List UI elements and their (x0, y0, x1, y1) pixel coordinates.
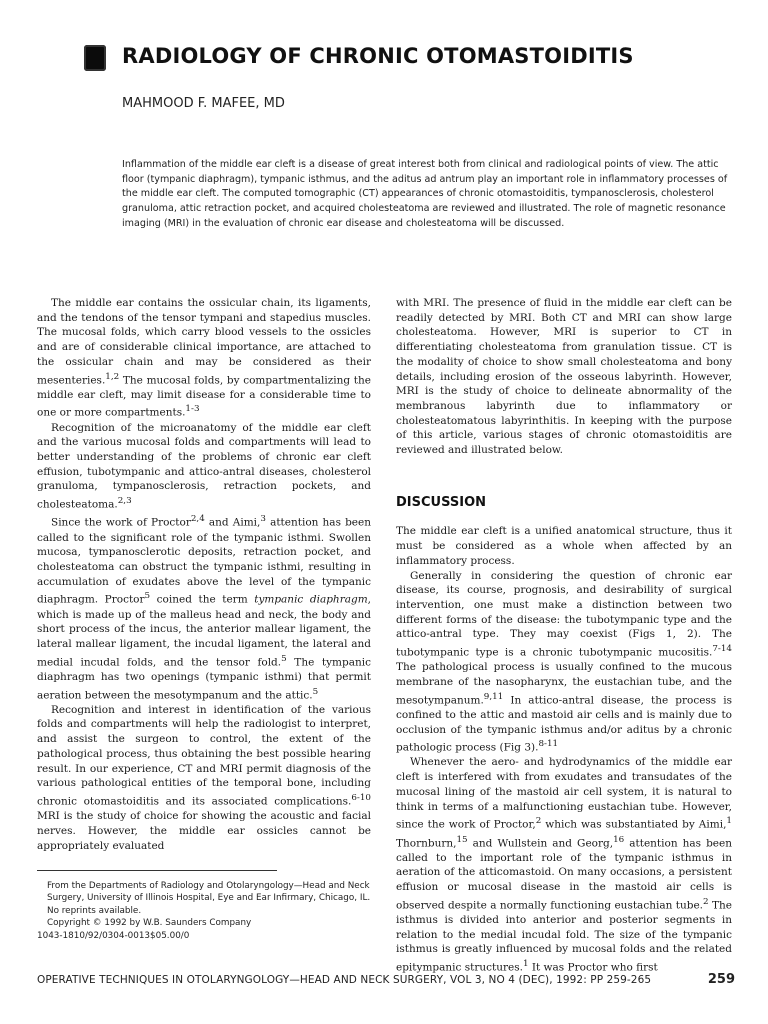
left-column (37, 296, 371, 853)
reference: 5 (312, 686, 319, 697)
reference: 8-11 (538, 739, 559, 750)
body-paragraph: Since the work of Proctor$^{2,4}$ and Aimi,$^3$ attention has been called to the significant role of the tympanic isthmi. Swollen mucosa, tympanosclerotic deposits, retraction pocket, and cholesteatoma can obstruct the tympanic isthmi, resulting in accumulation of exudates above the level of the tympanic diaphragm. Proctor$^5$ coined the term tympanic diaphragm, which is made up of the malleus head and neck, the body and short process of the incus, the anterior mallear ligament, the lateral mallear ligament, the incudal ligament, the lateral and medial incudal folds, and the tensor fold.$^5$ The tympanic diaphragm has two openings (tympanic isthmi) that permit aeration between the mesotympanum and the attic.$^5$ (37, 514, 371, 702)
reference: 6-10 (351, 793, 371, 803)
reference: 2 (535, 816, 542, 827)
author-name: MAHMOOD F. MAFEE, MD (122, 96, 285, 111)
footnote-issn: 1043-1810/92/0304-0013$05.00/0 (37, 930, 190, 941)
reference: 5 (144, 591, 151, 602)
reference: 2,3 (117, 496, 132, 507)
footnote (37, 880, 373, 942)
page-number: 259 (707, 972, 735, 987)
reference: 7-14 (712, 644, 732, 655)
reference: 3 (260, 514, 266, 525)
body-paragraph: Recognition and interest in identification of the various folds and compartments will help the radiologist to interpret, and assist the surgeon to control, the extent of the pathological process, thus obtaining the best possible hearing result. In our experience, CT and MRI permit diagnosis of the various pathological entities of the temporal bone, including chronic otomastoiditis and its associated complications.$^{6-10}$ MRI is the study of choice for showing the acoustic and facial nerves. However, the middle ear ossicles cannot be appropriately evaluated (37, 703, 371, 852)
reference: 9,11 (483, 691, 504, 702)
article-title: RADIOLOGY OF CHRONIC OTOMASTOIDITIS (122, 44, 634, 68)
footnote-reprints: No reprints available. (47, 905, 142, 916)
abstract: Inflammation of the middle ear cleft is a disease of great interest both from clinical and radiological points of view. The attic floor (tympanic diaphragm), tympanic isthmus, and the aditus ad antrum play an important role in inflammatory processes of the middle ear cleft. The computed tomographic (CT) appearances of chronic otomastoiditis, tympanosclerosis, cholesterol granuloma, attic retraction pocket, and acquired cholesteatoma are reviewed and illustrated. The role of magnetic resonance imaging (MRI) in the evaluation of chronic ear disease and cholesteatoma will be discussed. (122, 159, 728, 229)
reference: 15 (456, 834, 468, 845)
body-paragraph: The middle ear contains the ossicular chain, its ligaments, and the tendons of the tensor tympani and stapedius muscles. The mucosal folds, which carry blood vessels to the ossicles and are of considerable clinical importance, are attached to the ossicular chain and may be considered as their mesenteries.$^{1,2}$ The mucosal folds, by compartmentalizing the middle ear cleft, may limit disease for a considerable time to one or more compartments.$^{1-3}$ (37, 297, 371, 419)
body-paragraph: Whenever the aero- and hydrodynamics of the middle ear cleft is interfered with from exudates and transudates of the mucosal lining of the mastoid air cell system, it is natural to think in terms of a malfunctioning eustachian tube. However, since the work of Proctor,$^2$ which was substantiated by Aimi,$^1$ Thornburn,$^{15}$ and Wullstein and Georg,$^{16}$ attention has been called to the important role of the tympanic isthmus in aeration of the atticomastoid. On many occasions, a persistent effusion or mucosal disease in the mastoid air cells is observed despite a normally functioning eustachian tube.$^2$ The isthmus is divided into anterior and posterior segments in relation to the medial incudal fold. The size of the tympanic isthmus is greatly influenced by mucosal folds and the related epitympanic structures.$^1$ It was Proctor who first (396, 756, 732, 974)
title-bullet-icon (84, 45, 106, 71)
reference: 2,4 (190, 514, 205, 525)
reference: 1 (522, 959, 529, 970)
footnote-affiliation: From the Departments of Radiology and Otolaryngology—Head and Neck Surgery, University of Illinois Hospital, Eye and Ear Infirmary, Chicago, IL. (47, 881, 371, 904)
reference: 16 (613, 834, 625, 845)
body-paragraph: Generally in considering the question of chronic ear disease, its course, prognosis, and desirability of surgical intervention, one must make a distinction between two different forms of the disease: the tubotympanic type and the attico-antral type. They may coexist (Figs 1, 2). The tubotympanic type is a chronic tubotympanic mucositis.$^{7-14}$ The pathological process is usually confined to the mucous membrane of the nasopharynx, the eustachian tube, and the mesotympanum.$^{9,11}$ In attico-antral disease, the process is confined to the attic and mastoid air cells and is mainly due to occlusion of the tympanic isthmus and/or aditus by a chronic pathologic process (Fig 3).$^{8-11}$ (396, 569, 732, 754)
body-paragraph: The middle ear cleft is a unified anatomical structure, thus it must be considered as a whole when affected by an inflammatory process. (396, 525, 732, 567)
journal-citation: OPERATIVE TECHNIQUES IN OTOLARYNGOLOGY—HEAD AND NECK SURGERY, VOL 3, NO 4 (DEC), 1992: PP 259-265 (37, 974, 652, 986)
italic-term: tympanic diaphragm (254, 593, 368, 606)
right-column (396, 296, 732, 975)
body-paragraph: Recognition of the microanatomy of the middle ear cleft and the various mucosal folds and compartments will lead to better understanding of the problems of chronic ear cleft effusion, tubotympanic and attico-antral diseases, cholesterol granuloma, tympanosclerosis, retraction pockets, and cholesteatoma.$^{2,3}$ (37, 421, 371, 511)
reference: 2 (703, 896, 709, 907)
reference: 1,2 (105, 371, 120, 382)
reference: 1 (726, 816, 732, 827)
body-paragraph: with MRI. The presence of fluid in the middle ear cleft can be readily detected by MRI. Both CT and MRI can show large cholesteatoma. However, MRI is superior to CT in differentiating cholesteatoma from granulation tissue. CT is the modality of choice to show small cholesteatoma and bony details, including erosion of the osseous labyrinth. However, MRI is the study of choice to delineate abnormality of the membranous labyrinth due to inflammatory or cholesteatomatous labyrinthitis. In keeping with the purpose of this article, various stages of chronic otomastoiditis are reviewed and illustrated below. (396, 297, 732, 457)
section-heading: DISCUSSION (396, 494, 486, 510)
footnote-copyright: Copyright © 1992 by W.B. Saunders Company (47, 918, 252, 929)
footnote-divider (37, 870, 277, 871)
reference: 5 (281, 653, 287, 664)
reference: 1-3 (185, 404, 200, 415)
